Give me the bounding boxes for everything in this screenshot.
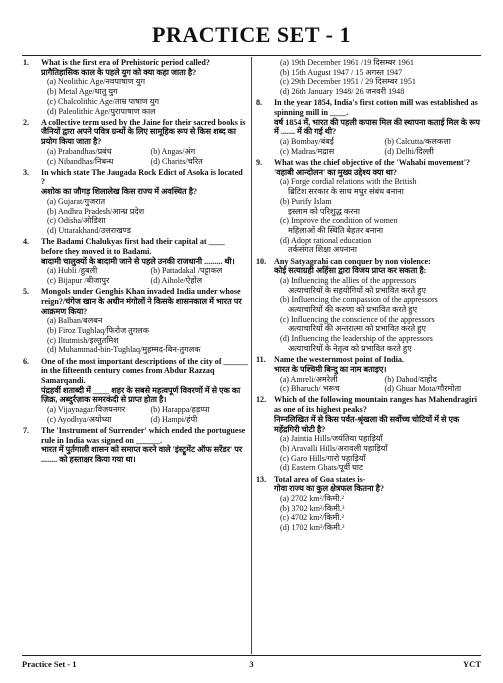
option: (a) Neolithic Age/नवपाषाण युग xyxy=(47,77,146,87)
option: (b) Metal Age/धातु युग xyxy=(47,87,118,97)
question-text: Any Satyagrahi can conquer by non violence: xyxy=(274,256,431,266)
page-title: PRACTICE SET - 1 xyxy=(152,22,351,47)
option: (d) Hampi/हंपी xyxy=(150,414,198,424)
left-column xyxy=(23,58,248,466)
option: (b) Influencing the compassion of the appressors xyxy=(280,295,438,305)
option: (c) Bijapur /बीजापुर xyxy=(47,275,110,285)
option: (b) Harappa/हड़प्पा xyxy=(150,405,210,415)
options xyxy=(41,405,248,424)
question-text-hindi: गोवा राज्य का कुल क्षेत्रफल कितना है? xyxy=(274,484,384,494)
question-number: 8. xyxy=(256,98,263,108)
question-number: 11. xyxy=(256,355,266,365)
option: (d) Uttarakhand/उत्तराखण्ड xyxy=(47,225,131,235)
option: (b) Calcutta/कलकत्ता xyxy=(384,137,451,147)
question-text-hindi: वर्ष 1854 में, भारत की पहली कपास मिल की स्थापना कताई मिल के रूप में ....... में की गई थी? xyxy=(274,117,481,137)
bottom-rule xyxy=(22,655,481,656)
option: (d) Ghuar Mota/गौरमोता xyxy=(384,384,462,394)
option: (d) Delhi/दिल्ली xyxy=(384,146,434,156)
question-number: 10. xyxy=(256,256,267,266)
option: (a) Prabandhas/प्रबंध xyxy=(47,146,112,156)
option: (b) Pattadakal /पट्टाकल xyxy=(150,266,223,276)
question xyxy=(256,475,483,533)
option: (c) Odisha/ओडिशा xyxy=(47,216,106,226)
question-number: 4. xyxy=(23,237,30,247)
option: (c) Influencing the conscience of the appressors xyxy=(280,314,435,324)
question-number: 1. xyxy=(23,58,30,67)
option: (b) 15th August 1947 / 15 अगस्त 1947 xyxy=(280,67,403,77)
option: (c) Iltutmish/इल्तुतमिश xyxy=(47,335,119,345)
question xyxy=(23,118,248,167)
question xyxy=(23,237,248,286)
right-column xyxy=(256,58,483,534)
question-text: In which state The Jaugada Rock Edict of Asoka is located ? xyxy=(41,167,243,187)
question xyxy=(256,355,483,394)
question-number: 7. xyxy=(23,426,30,436)
question-text: A collective term used by the Jaine for their sacred books is xyxy=(41,117,246,127)
options xyxy=(274,276,483,354)
option: (d) Charits/चरित xyxy=(150,156,203,166)
question-text-hindi: अशोक का जौगड़ शिलालेख किस राज्य में अवस्थित है? xyxy=(41,187,198,197)
question xyxy=(23,58,248,116)
option: (c) 29th December 1951 / 29 दिसम्बर 1951 xyxy=(280,77,416,87)
question xyxy=(23,357,248,425)
options xyxy=(41,147,248,166)
options xyxy=(41,266,248,285)
option: (a) Influencing the allies of the appressors xyxy=(280,275,417,285)
question-text-hindi: 'वहाबी आन्दोलन' का मुख्य उद्देश्य क्या था? xyxy=(274,167,397,177)
option: (a) Amreli/अमरेली xyxy=(280,374,338,384)
question-number: 2. xyxy=(23,117,30,127)
question-number: 13. xyxy=(256,474,267,484)
question xyxy=(256,58,483,97)
options xyxy=(274,494,483,533)
question-text: What was the chief objective of the 'Wahabi movement'? xyxy=(274,158,471,168)
question-number: 5. xyxy=(23,287,30,297)
option-translation: अत्याचारियों की अन्तरात्मा को प्रभावित करते हुए xyxy=(288,324,426,334)
question xyxy=(23,168,248,236)
option: (a) Jaintia Hills/जयंतिया पहाड़ियाँ xyxy=(280,434,383,444)
options xyxy=(41,77,248,116)
option: (b) Angas/अंग xyxy=(150,146,196,156)
question-text: Total area of Goa states is- xyxy=(274,474,366,484)
option: (c) Madras/मद्रास xyxy=(280,146,335,156)
option: (c) 4702 km²/किमी.² xyxy=(280,513,344,523)
option-translation: तर्कसंगत शिक्षा अपनाना xyxy=(288,245,357,255)
option: (c) Ayodhya/अयोध्या xyxy=(47,414,112,424)
option: (d) Adopt rational education xyxy=(280,235,372,245)
option-translation: अत्याचारियों के सहयोगियों को प्रभावित करते हुए xyxy=(288,285,426,295)
option: (a) Balban/बलबन xyxy=(47,316,103,326)
option: (c) Improve the condition of women xyxy=(280,216,398,226)
option: (c) Chalcolithic Age/ताम्र पाषाण युग xyxy=(47,96,160,106)
question-number: 6. xyxy=(23,356,30,366)
footer-left: Practice Set - 1 xyxy=(22,659,77,669)
option-translation: अत्याचारियों की करुणा को प्रभावित करते हुए xyxy=(288,305,418,315)
option: (b) Aravalli Hills/अरावली पहाड़ियाँ xyxy=(280,443,388,453)
option: (c) Bharuch/ भरूच xyxy=(280,384,340,394)
question-text: The Badami Chalukyas first had their capital at ____ before they moved it to Badami. xyxy=(41,237,225,256)
question xyxy=(23,426,248,465)
question xyxy=(23,287,248,355)
question-text: Mongols under Genghis Khan invaded India under whose reign?/चंगेज खान के अधीन मंगोलों ने किसके शासनकाल में भारत पर आक्रमण किया? xyxy=(41,287,242,316)
question-number: 12. xyxy=(256,395,267,405)
option: (d) 26th January 1948/ 26 जनवरी 1948 xyxy=(280,87,405,97)
question-text-hindi: भारत में पुर्तगाली शासन को समाप्त करने वाले 'इंस्ट्रूमेंट ऑफ सरेंडर' पर ........ को हस्ताक्षर किया गया था। xyxy=(41,445,243,465)
options xyxy=(41,316,248,355)
option-translation: इस्लाम को परिशुद्ध करना xyxy=(288,206,361,216)
option: (a) Bombay/बंबई xyxy=(280,137,334,147)
option: (b) Dahod/दाहोद xyxy=(384,374,437,384)
option: (d) Muhammad-bin-Tughlaq/मुहम्मद-बिन-तुगलक xyxy=(47,345,201,355)
option: (d) Paleolithic Age/पुरापाषाण काल xyxy=(47,106,156,116)
question-text-hindi: निम्नलिखित में से किस पर्वत-श्रृंखला की सर्वोच्च चोटियों में से एक महेंद्रगिरी चोटी है? xyxy=(274,414,460,434)
options xyxy=(274,177,483,255)
page-number: 3 xyxy=(249,659,254,669)
option: (a) Hubli /हुबली xyxy=(47,266,98,276)
question-text: The 'Instrument of Surrender' which ended the portuguese rule in India was signed on ______. xyxy=(41,426,246,445)
option: (b) 3702 km²/किमी.² xyxy=(280,503,345,513)
option: (b) Purify Islam xyxy=(280,196,332,206)
options xyxy=(41,197,248,236)
options xyxy=(274,58,483,97)
question xyxy=(256,98,483,156)
options xyxy=(274,137,483,156)
question-text: Which of the following mountain ranges has Mahendragiri as one of its highest peaks? xyxy=(274,395,478,415)
question-text: What is the first era of Prehistoric period called? xyxy=(41,58,210,67)
question-text-hindi: पंद्रहवीं शताब्दी में ____ शहर के सबसे महत्वपूर्ण विवरणों में से एक का ज़िक्र, अब्दुर्रज़ाक समरकंदी से प्राप्त होता है। xyxy=(41,385,241,405)
question-text: Name the westernmost point of India. xyxy=(274,355,404,365)
question-number: 9. xyxy=(256,158,263,168)
question-text-hindi: कोई सत्याग्रही अहिंसा द्वारा विजय प्राप्त कर सकता है: xyxy=(274,266,427,276)
option: (d) Aihole/ऐहोल xyxy=(150,275,203,285)
question xyxy=(256,257,483,354)
question-number: 3. xyxy=(23,167,30,177)
option: (d) Influencing the leadership of the appressors xyxy=(280,334,433,344)
question xyxy=(256,395,483,473)
question-text-hindi: जैनियों द्वारा अपने पवित्र ग्रन्थों के लिए सामूहिक रूप से किस शब्द का प्रयोग किया जाता है? xyxy=(41,127,236,147)
option: (c) Garo Hills/गारो पहाड़ियाँ xyxy=(280,453,366,463)
option: (a) 19th December 1961 /19 दिसम्बर 1961 xyxy=(280,58,414,67)
option: (a) Forge cordial relations with the British xyxy=(280,177,417,187)
option: (d) 1702 km²/किमी.² xyxy=(280,523,345,533)
option: (a) Vijaynagar/विजयनगर xyxy=(47,405,126,415)
option-translation: अत्याचारियों के नेतृत्व को प्रभावित करते हुए xyxy=(288,343,412,353)
question-text: One of the most important descriptions of the city of ______ in the fifteenth century comes from Abdur Razzaq Samarqandi. xyxy=(41,356,248,385)
options xyxy=(274,434,483,473)
question-text-hindi: भारत के पश्चिमी बिन्दु का नाम बताइए। xyxy=(274,364,387,374)
question-text: In the year 1854, India's first cotton mill was established as spinning mill in ____. xyxy=(274,98,478,118)
footer-right: YCT xyxy=(463,659,481,669)
column-divider xyxy=(251,57,252,654)
option: (b) Andhra Pradesh/आन्ध्र प्रदेश xyxy=(47,206,145,216)
question-text-hindi: प्रागैतिहासिक काल के पहले युग को क्या कहा जाता है? xyxy=(41,67,197,77)
option-translation: महिलाओं की स्थिति बेहतर बनाना xyxy=(288,225,384,235)
options xyxy=(274,375,483,394)
option: (a) Gujarat/गुजरात xyxy=(47,196,106,206)
option: (c) Nibandhas/निबन्ध xyxy=(47,156,114,166)
option: (a) 2702 km²/किमी.² xyxy=(280,493,344,503)
question-text-hindi: बादामी चालुक्यों के बादामी जाने से पहले उनकी राजधानी ......... थी। xyxy=(41,256,235,266)
option: (b) Firoz Tughlaq/फिरोज तुगलक xyxy=(47,325,150,335)
option: (d) Eastern Ghats/पूर्वी घाट xyxy=(280,463,364,473)
option-translation: ब्रिटिश सरकार के साथ मधुर संबंध बनाना xyxy=(288,187,404,197)
top-rule xyxy=(22,55,481,56)
question xyxy=(256,158,483,255)
